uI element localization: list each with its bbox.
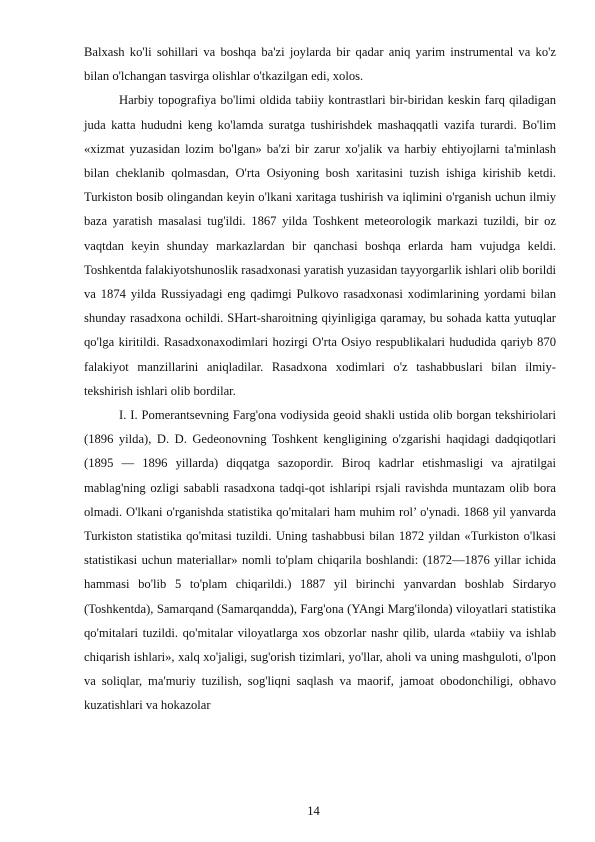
paragraph-pomerantsev-research: I. I. Pomerantsevning Farg'ona vodiysida geoid shakli ustida olib borgan tekshiriolari (1896 yilda), D. D. Gedeonovning Toshkent kengligining o'zgarishi haqidagi dadqiqotlari (1895 — 1896 yillarda) diqqatga sazopordir. Biroq kadrlar etishmasligi va ajratilgai mablag'ning ozligi sababli rasadxona tadqi-qot ishlaripi rsjali ravishda muntazam olib bora olmadi. O'lkani o'rganishda statistika qo'mitalari ham muhim rol’ o'ynadi. 1868 yil yanvarda Turkiston statistika qo'mitasi tuzildi. Uning tashabbusi bilan 1872 yildan «Turkiston o'lkasi statistikasi uchun materiallar» nomli to'plam chiqarila boshlandi: (1872—1876 yillar ichida hammasi bo'lib 5 to'plam chiqarildi.) 1887 yil birinchi yanvardan boshlab Sirdaryo (Toshkentda), Samarqand (Samarqandda), Farg'ona (YAngi Marg'ilonda) viloyatlari statistika qo'mitalari tuzildi. qo'mitalar viloyatlarga xos obzorlar nashr qilib, ularda «tabiiy va ishlab chiqarish ishlari», xalq xo'jaligi, sug'orish tizimlari, yo'llar, aholi va uning mashguloti, o'lpon va soliqlar, ma'muriy tuzilish, sog'liqni saqlash va maorif, jamoat obodonchiligi, obhavo kuzatishlari va hokazolar — [84, 408, 556, 713]
page-number: 14 — [307, 804, 320, 818]
paragraph-military-topography: Harbiy topografiya bo'limi oldida tabiiy kontrastlari bir-biridan keskin farq qiladigan juda katta hududni keng ko'lamda suratga tushirishdek mashaqqatli vazifa turardi. Bo'lim «xizmat yuzasidan lozim bo'lgan» ba'zi bir zarur xo'jalik va harbiy ehtiyojlarni ta'minlash bilan cheklanib qolmasdan, O'rta Osiyoning bosh xaritasini tuzish ishiga kirishib ketdi. Turkiston bosib olingandan keyin o'lkani xaritaga tushirish va iqlimini o'rganish uchun ilmiy baza yaratish masalasi tug'ildi. 1867 yilda Toshkent meteorologik markazi tuzildi, bir oz vaqtdan keyin shunday markazlardan bir qanchasi boshqa erlarda ham vujudga keldi. Toshkentda falakiyotshunoslik rasadxonasi yaratish yuzasidan tayyorgarlik ishlari olib borildi va 1874 yilda Russiyadagi eng qadimgi Pulkovo rasadxonasi xodimlarining yordami bilan shunday rasadxona ochildi. SHart-sharoitning qiyinligiga qaramay, bu sohada katta yutuqlar qo'lga kiritildi. Rasadxonaxodimlari hozirgi O'rta Osiyo respublikalari hududida qariyb 870 falakiyot manzillarini aniqladilar. Rasadxona xodimlari o'z tashabbuslari bilan ilmiy- tekshirish ishlari olib bordilar. — [84, 93, 556, 398]
document-body — [84, 40, 556, 718]
paragraph-continuation: Balxash ko'li sohillari va boshqa ba'zi joylarda bir qadar aniq yarim instrumental va ko'z bilan o'lchangan tasvirga olishlar o'tkazilgan edi, xolos. — [84, 45, 556, 84]
